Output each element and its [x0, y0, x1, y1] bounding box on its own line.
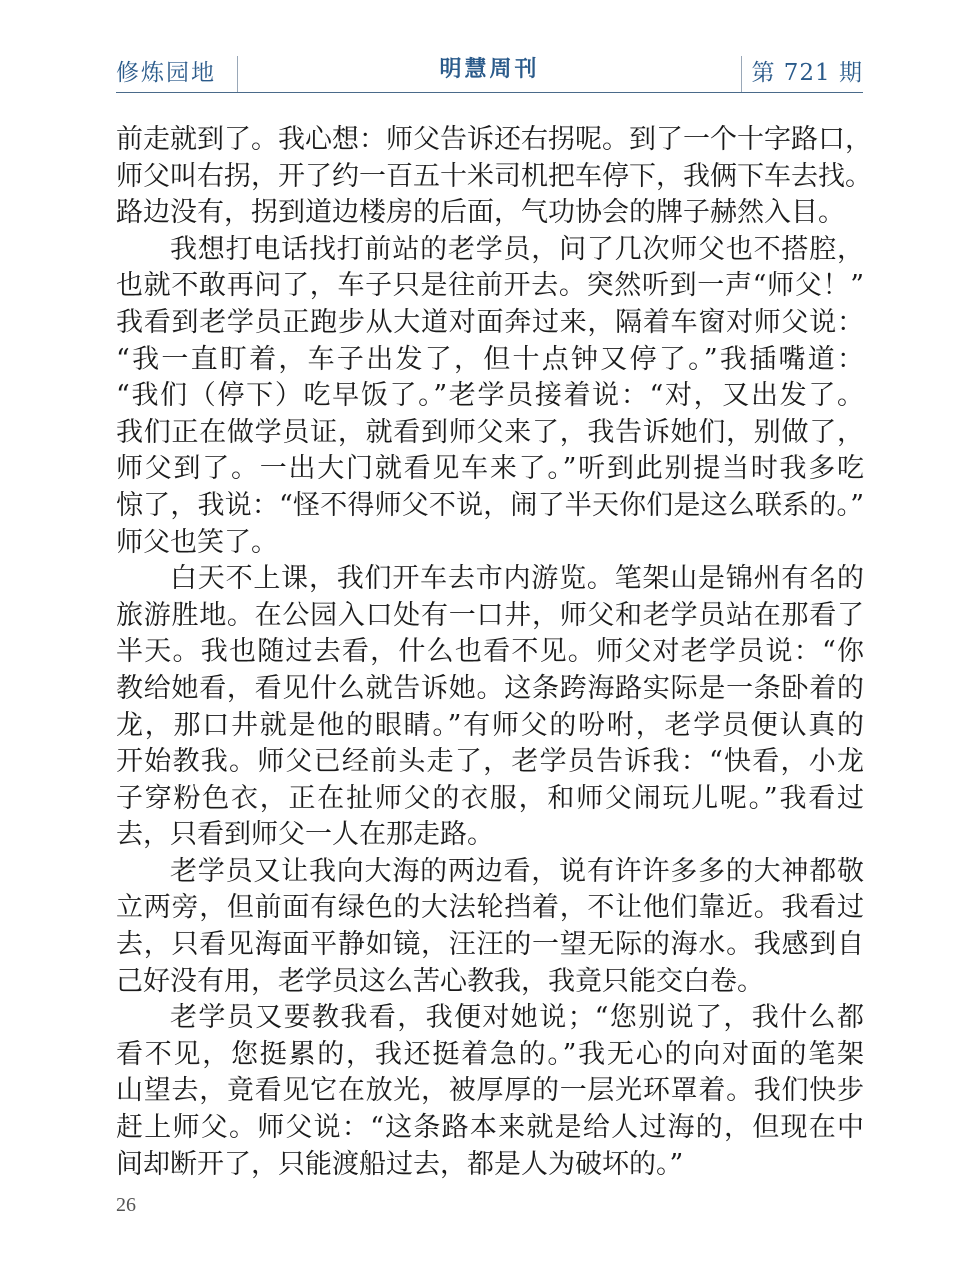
text-line: 师父也笑了。 — [116, 526, 278, 558]
text-line: 己好没有用，老学员这么苦心教我，我竟只能交白卷。 — [116, 965, 764, 997]
issue-number: 第 721 期 — [751, 60, 863, 86]
text-line: 路边没有，拐到道边楼房的后面，气功协会的牌子赫然入目。 — [116, 197, 845, 229]
text-line: 看不见，您挺累的，我还挺着急的。”我无心的向对面的笔架 — [116, 1038, 864, 1070]
text-line: 龙，那口井就是他的眼睛。”有师父的吩咐，老学员便认真的 — [116, 709, 864, 741]
text-line: 我想打电话找打前站的老学员，问了几次师父也不搭腔， — [170, 233, 864, 265]
page-number: 26 — [116, 1194, 136, 1216]
text-line: 教给她看，看见什么就告诉她。这条跨海路实际是一条卧着的 — [116, 672, 864, 704]
text-line: 师父叫右拐，开了约一百五十米司机把车停下，我俩下车去找。 — [116, 160, 872, 192]
text-line: 半天。我也随过去看，什么也看不见。师父对老学员说：“你 — [116, 636, 864, 668]
text-line: 白天不上课，我们开车去市内游览。笔架山是锦州有名的 — [170, 563, 864, 595]
text-line: 赶上师父。师父说：“这条路本来就是给人过海的，但现在中 — [116, 1112, 864, 1144]
text-line: 我们正在做学员证，就看到师父来了，我告诉她们，别做了， — [116, 416, 864, 448]
page-header — [116, 48, 863, 93]
text-line: 去，只看见海面平静如镜，汪汪的一望无际的海水。我感到自 — [116, 929, 864, 961]
text-line: 旅游胜地。在公园入口处有一口井，师父和老学员站在那看了 — [116, 599, 864, 631]
section-title: 修炼园地 — [116, 60, 216, 86]
text-line: 师父到了。一出大门就看见车来了。”听到此别提当时我多吃 — [116, 453, 864, 485]
publication-title: 明慧周刊 — [439, 57, 540, 82]
text-line: “我们（停下）吃早饭了。”老学员接着说：“对，又出发了。 — [116, 380, 864, 412]
text-line: 开始教我。师父已经前头走了，老学员告诉我：“快看，小龙 — [116, 746, 864, 778]
text-line: 惊了，我说：“怪不得师父不说，闹了半天你们是这么联系的。” — [116, 489, 864, 521]
text-line: “我一直盯着，车子出发了，但十点钟又停了。”我插嘴道： — [116, 343, 864, 375]
text-line: 子穿粉色衣，正在扯师父的衣服，和师父闹玩儿呢。”我看过 — [116, 782, 864, 814]
text-line: 也就不敢再问了，车子只是往前开去。突然听到一声“师父！” — [116, 270, 864, 302]
header-divider-right — [741, 56, 742, 92]
text-line: 我看到老学员正跑步从大道对面奔过来，隔着车窗对师父说： — [116, 306, 864, 338]
text-line: 老学员又让我向大海的两边看，说有许许多多的大神都敬 — [170, 855, 864, 887]
text-line: 山望去，竟看见它在放光，被厚厚的一层光环罩着。我们快步 — [116, 1075, 864, 1107]
text-line: 老学员又要教我看，我便对她说；“您别说了，我什么都 — [170, 1002, 864, 1034]
article-body — [116, 122, 872, 1183]
text-line: 间却断开了，只能渡船过去，都是人为破坏的。” — [116, 1148, 684, 1180]
text-line: 去，只看到师父一人在那走路。 — [116, 819, 494, 851]
text-line: 前走就到了。我心想：师父告诉还右拐呢。到了一个十字路口， — [116, 124, 872, 155]
text-line: 立两旁，但前面有绿色的大法轮挡着，不让他们靠近。我看过 — [116, 892, 864, 924]
